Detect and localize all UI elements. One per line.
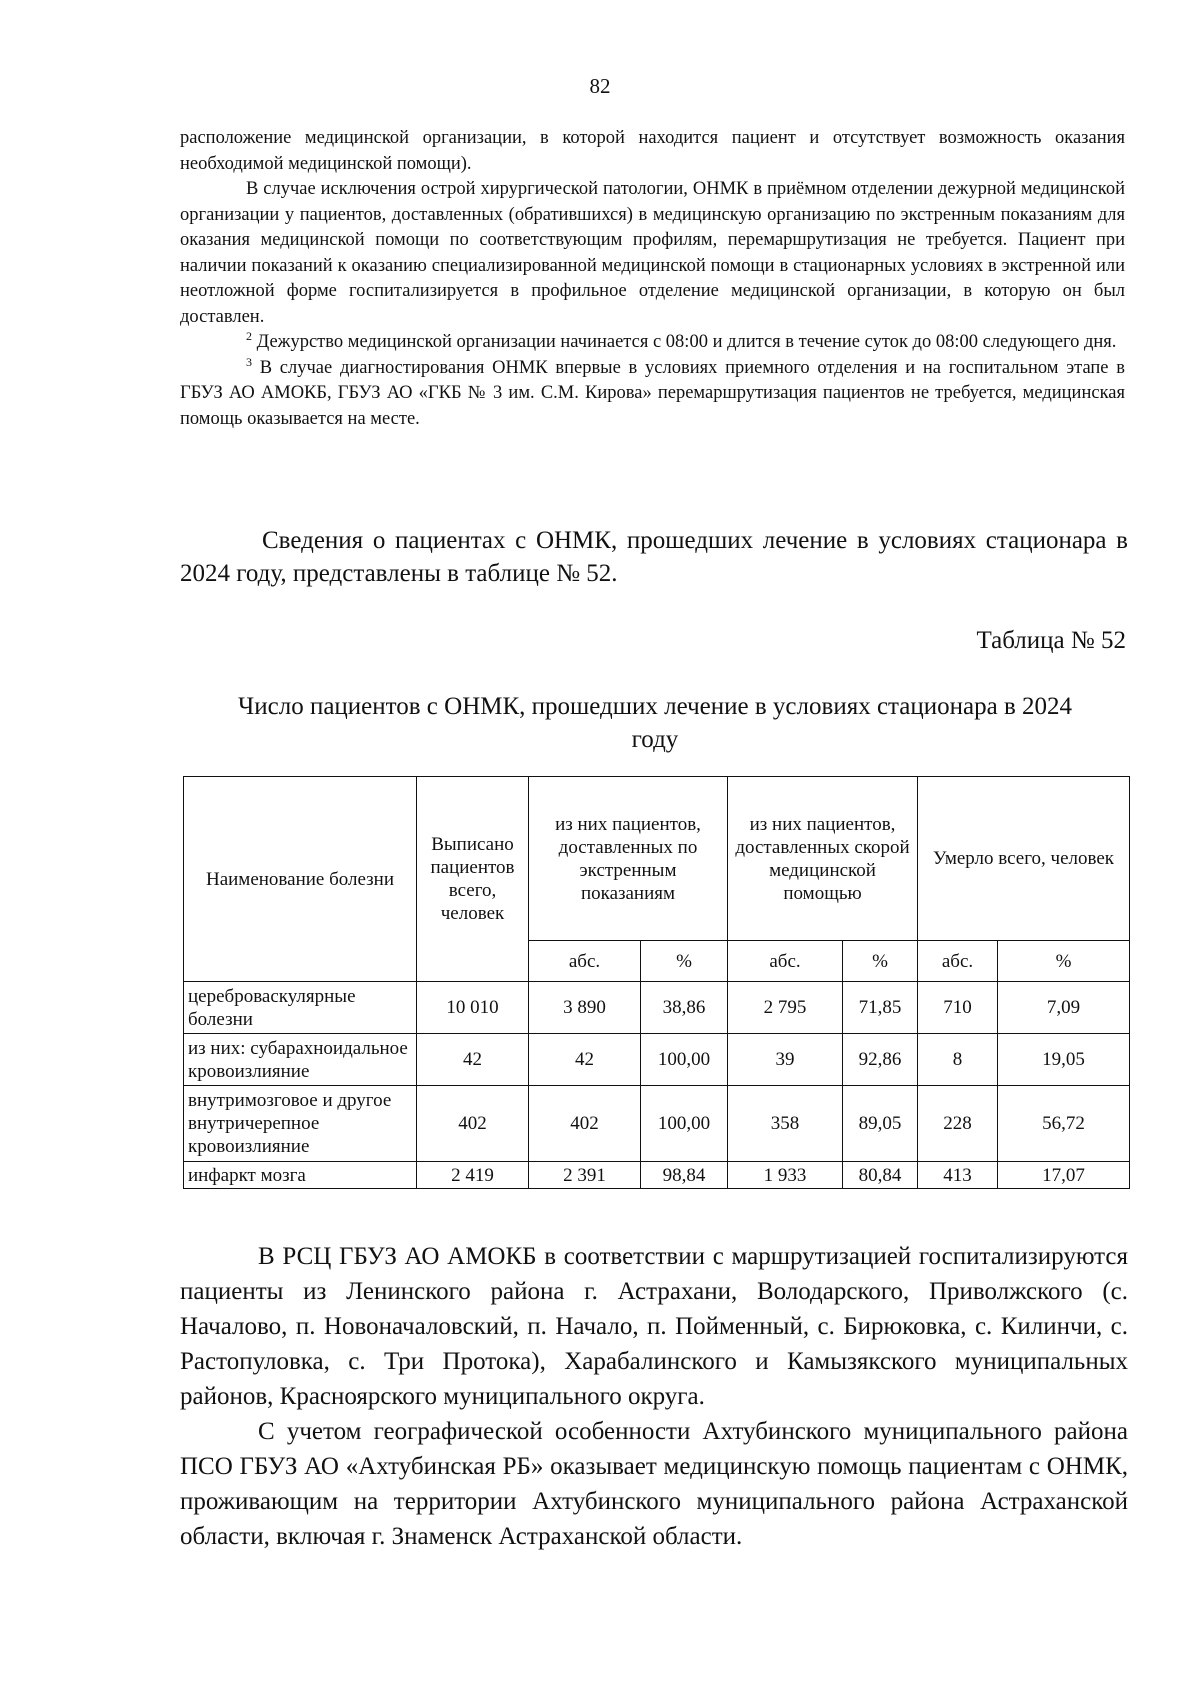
subheader-pct: % [641, 941, 728, 982]
header-disease: Наименование болезни [184, 777, 417, 982]
cell-emergency-pct: 100,00 [641, 1034, 728, 1086]
table-header-row [184, 777, 1130, 941]
cell-disease: инфаркт мозга [184, 1162, 417, 1189]
cell-died-pct: 7,09 [998, 982, 1130, 1034]
header-discharged: Выписано пациентов всего, человек [417, 777, 529, 982]
footnote-2 [180, 330, 1125, 356]
cell-died-abs: 8 [918, 1034, 998, 1086]
footnotes [180, 126, 1125, 432]
table-row [184, 1034, 1130, 1086]
cell-discharged: 42 [417, 1034, 529, 1086]
footnote-marker: 2 [246, 328, 252, 343]
intro-paragraph: Сведения о пациентах с ОНМК, прошедших лечение в условиях стационара в 2024 году, представлены в таблице № 52. [180, 527, 1128, 587]
body-paragraph: С учетом географической особенности Ахтубинского муниципального района ПСО ГБУЗ АО «Ахтубинская РБ» оказывает медицинскую помощь пациентам с ОНМК, проживающим на территории Ахтубинского муниципального района Астраханской области, включая г. Знаменск Астраханской области. [180, 1418, 1128, 1550]
subheader-pct: % [843, 941, 918, 982]
cell-ambulance-pct: 89,05 [843, 1086, 918, 1162]
cell-emergency-abs: 3 890 [529, 982, 641, 1034]
cell-discharged: 10 010 [417, 982, 529, 1034]
page-number: 82 [589, 74, 611, 98]
subheader-abs: абс. [529, 941, 641, 982]
cell-died-pct: 56,72 [998, 1086, 1130, 1162]
subheader-pct: % [998, 941, 1130, 982]
cell-emergency-pct: 98,84 [641, 1162, 728, 1189]
footnote-continuation: расположение медицинской организации, в которой находится пациент и отсутствует возможность оказания необходимой медицинской помощи). [180, 128, 1125, 174]
cell-ambulance-abs: 358 [728, 1086, 843, 1162]
cell-emergency-abs: 2 391 [529, 1162, 641, 1189]
cell-emergency-pct: 100,00 [641, 1086, 728, 1162]
body-paragraph: В РСЦ ГБУЗ АО АМОКБ в соответствии с маршрутизацией госпитализируются пациенты из Ленинского района г. Астрахани, Володарского, Приволжского (с. Началово, п. Новоначаловский, п. Начало, п. Пойменный, с. Бирюковка, с. Килинчи, с. Растопуловка, с. Три Протока), Харабалинского и Камызякского муниципальных районов, Красноярского муниципального округа. [180, 1243, 1128, 1410]
cell-ambulance-pct: 92,86 [843, 1034, 918, 1086]
footnote-marker: 3 [246, 354, 252, 369]
cell-disease: из них: субарахноидальное кровоизлияние [184, 1034, 417, 1086]
cell-died-abs: 413 [918, 1162, 998, 1189]
stroke-patients-table [183, 776, 1130, 1189]
table-row [184, 1086, 1130, 1162]
footnote-text: Дежурство медицинской организации начинается с 08:00 и длится в течение суток до 08:00 следующего дня. [252, 332, 1117, 352]
body-text [180, 1239, 1128, 1554]
header-emergency: из них пациентов, доставленных по экстренным показаниям [529, 777, 728, 941]
table-row [184, 1162, 1130, 1189]
subheader-abs: абс. [918, 941, 998, 982]
cell-died-abs: 710 [918, 982, 998, 1034]
cell-ambulance-abs: 39 [728, 1034, 843, 1086]
cell-disease: цереброваскулярные болезни [184, 982, 417, 1034]
cell-discharged: 2 419 [417, 1162, 529, 1189]
cell-died-pct: 17,07 [998, 1162, 1130, 1189]
subheader-abs: абс. [728, 941, 843, 982]
cell-emergency-abs: 402 [529, 1086, 641, 1162]
cell-ambulance-pct: 71,85 [843, 982, 918, 1034]
header-died: Умерло всего, человек [918, 777, 1130, 941]
cell-died-pct: 19,05 [998, 1034, 1130, 1086]
footnote-paragraph: В случае исключения острой хирургической патологии, ОНМК в приёмном отделении дежурной медицинской организации у пациентов, доставленных (обратившихся) в медицинскую организацию по экстренным показаниям для оказания медицинской помощи по соответствующим профилям, перемаршрутизация не требуется. Пациент при наличии показаний к оказанию специализированной медицинской помощи в стационарных условиях в экстренной или неотложной форме госпитализируется в профильное отделение медицинской организации, в которую он был доставлен. [180, 179, 1125, 327]
cell-discharged: 402 [417, 1086, 529, 1162]
cell-ambulance-abs: 1 933 [728, 1162, 843, 1189]
cell-disease: внутримозговое и другое внутричерепное кровоизлияние [184, 1086, 417, 1162]
table-number: Таблица № 52 [976, 627, 1126, 654]
table-title: Число пациентов с ОНМК, прошедших лечение в условиях стационара в 2024 году [238, 693, 1072, 753]
cell-emergency-pct: 38,86 [641, 982, 728, 1034]
cell-ambulance-abs: 2 795 [728, 982, 843, 1034]
cell-ambulance-pct: 80,84 [843, 1162, 918, 1189]
table-row [184, 982, 1130, 1034]
cell-died-abs: 228 [918, 1086, 998, 1162]
footnote-text: В случае диагностирования ОНМК впервые в условиях приемного отделения и на госпитальном этапе в ГБУЗ АО АМОКБ, ГБУЗ АО «ГКБ № 3 им. С.М. Кирова» перемаршрутизация пациентов не требуется, медицинская помощь оказывается на месте. [180, 357, 1125, 429]
footnote-3 [180, 356, 1125, 433]
cell-emergency-abs: 42 [529, 1034, 641, 1086]
header-ambulance: из них пациентов, доставленных скорой медицинской помощью [728, 777, 918, 941]
